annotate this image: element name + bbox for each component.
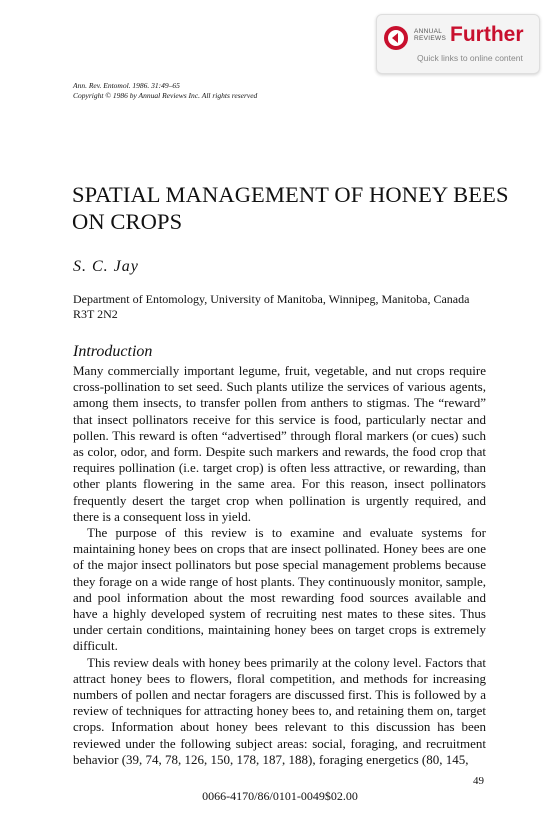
- play-circle-icon: [383, 25, 409, 51]
- badge-tagline: Quick links to online content: [417, 53, 523, 63]
- citation-line-1: Ann. Rev. Entomol. 1986. 31:49–65: [73, 81, 180, 90]
- badge-brand-line1: ANNUAL: [414, 28, 443, 35]
- badge-brand-line2: REVIEWS: [414, 35, 447, 42]
- journal-citation: [73, 81, 257, 101]
- paragraph: Many commercially important legume, fruit, vegetable, and nut crops require cross-pollination to set seed. Such plants utilize the services of various agents, among them insects, to transfer pollen from anthers to stigmas. The “reward” that insect pollinators receive for this service is food, particularly nectar and pollen. This reward is often “advertised” through floral markers (or cues) such as color, odor, and form. Despite such markers and rewards, the food crop that requires pollination (i.e. target crop) is often less attractive, or rewarding, than other plants flowering in the same area. For this reason, insect pollinators frequently desert the target crop when pollination is urgently required, and there is a consequent loss in yield.: [73, 363, 486, 524]
- section-heading: Introduction: [73, 343, 153, 360]
- page-number: 49: [473, 775, 484, 787]
- badge-name: Further: [450, 23, 524, 46]
- article-body: [73, 363, 486, 768]
- paragraph: The purpose of this review is to examine and evaluate systems for maintaining honey bees on crops that are insect pollinated. Honey bees are one of the major insect pollinators but pose special management problems because they forage on a wide range of host plants. They continuously monitor, sample, and pool information about the most rewarding food sources available and have a highly developed system of recruiting nest mates to these sites. Thus under certain conditions, maintaining honey bees on target crops is extremely difficult.: [73, 525, 486, 654]
- author-affiliation: Department of Entomology, University of Manitoba, Winnipeg, Manitoba, Canada R3T 2N2: [73, 292, 470, 321]
- article-author: S. C. Jay: [73, 258, 139, 275]
- citation-line-2: Copyright © 1986 by Annual Reviews Inc. All rights reserved: [73, 91, 258, 100]
- annual-reviews-further-badge[interactable]: [376, 14, 540, 74]
- paragraph: This review deals with honey bees primarily at the colony level. Factors that attract honey bees to flowers, floral competition, and methods for increasing numbers of pollen and nectar foragers are discussed first. This is followed by a review of techniques for attracting honey bees to, and retaining them on, target crops. Information about honey bees relevant to this discussion has been reviewed under the following subject areas: social, foraging, and recruitment behavior (39, 74, 78, 126, 150, 178, 187, 188), foraging energetics (80, 145,: [73, 654, 486, 767]
- article-title: SPATIAL MANAGEMENT OF HONEY BEES ON CROPS: [72, 182, 509, 234]
- article-code: 0066-4170/86/0101-0049$02.00: [202, 789, 358, 803]
- badge-brand: [414, 28, 446, 42]
